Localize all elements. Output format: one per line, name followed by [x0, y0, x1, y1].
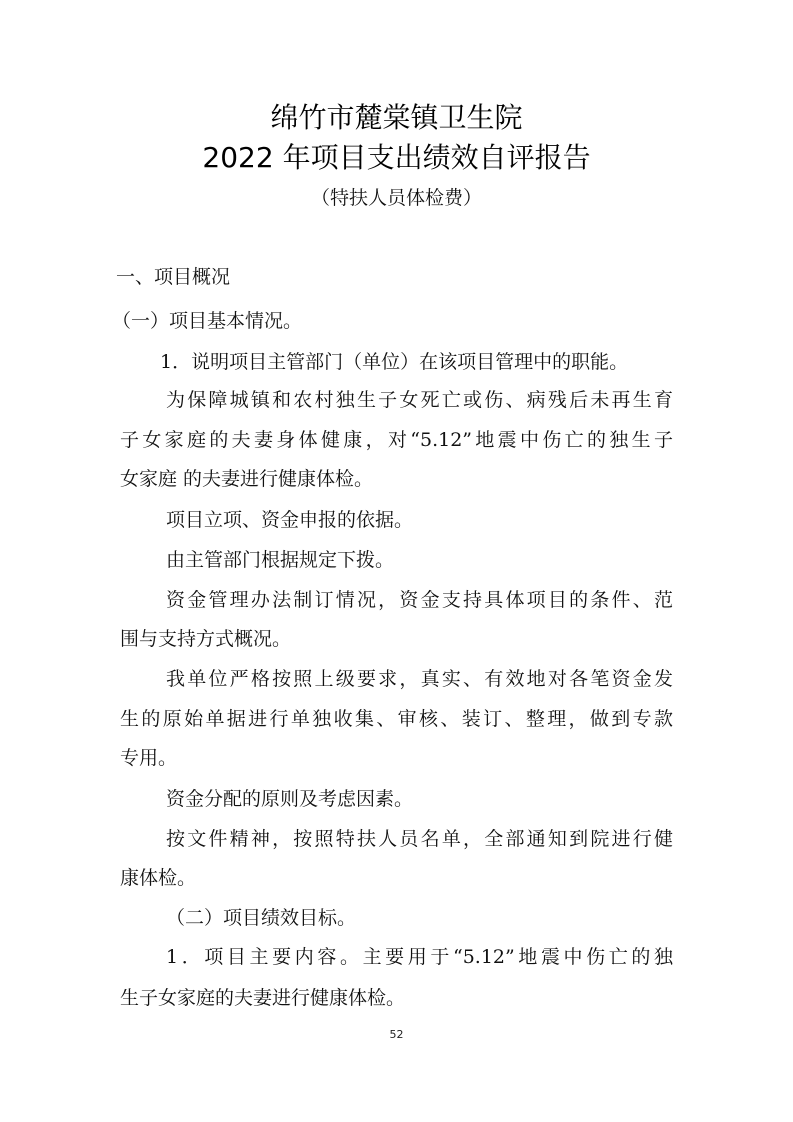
document-title-line1: 绵竹市麓棠镇卫生院: [270, 101, 523, 134]
basis-body: 由主管部门根据规定下拨。: [166, 549, 395, 571]
document-subtitle: （特扶人员体检费）: [310, 187, 482, 209]
section1-heading: 一、项目概况: [116, 266, 231, 288]
item1-body-line2: 子女家庭的夫妻身体健康，对“5.12”地震中伤亡的独生子: [120, 429, 673, 451]
item1-body-line1: 为保障城镇和农村独生子女死亡或伤、病残后未再生育: [166, 389, 673, 411]
item1-heading: 1．说明项目主管部门（单位）在该项目管理中的职能。: [160, 351, 629, 373]
allocation-line1: 按文件精神，按照特扶人员名单，全部通知到院进行健: [166, 828, 673, 850]
management-line2: 围与支持方式概况。: [120, 628, 292, 650]
management-line1: 资金管理办法制订情况，资金支持具体项目的条件、范: [166, 589, 673, 611]
allocation-line2: 康体检。: [120, 867, 197, 889]
section1-subheading-basic-info: （一）项目基本情况。: [112, 310, 303, 332]
unit-line3: 专用。: [120, 747, 178, 769]
goal-line1: 1．项目主要内容。主要用于“5.12”地震中伤亡的独: [166, 946, 673, 968]
section1-subheading-goals: （二）项目绩效目标。: [166, 907, 357, 929]
basis-heading: 项目立项、资金申报的依据。: [166, 509, 414, 531]
allocation-heading: 资金分配的原则及考虑因素。: [166, 788, 414, 810]
unit-line2: 生的原始单据进行单独收集、审核、装订、整理，做到专款: [120, 708, 673, 730]
unit-line1: 我单位严格按照上级要求，真实、有效地对各笔资金发: [166, 668, 673, 690]
document-title-line2: 2022 年项目支出绩效自评报告: [202, 141, 591, 174]
item1-body-line3: 女家庭 的夫妻进行健康体检。: [120, 468, 374, 490]
goal-line2: 生子女家庭的夫妻进行健康体检。: [120, 987, 406, 1009]
page-number: 52: [389, 1028, 404, 1041]
